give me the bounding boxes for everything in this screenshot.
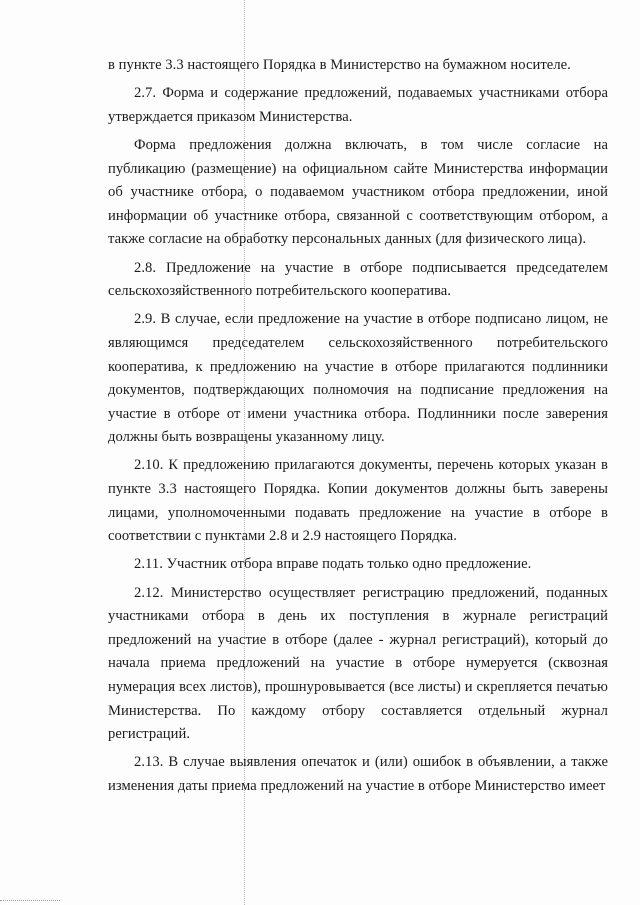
paragraph-2-8: 2.8. Предложение на участие в отборе подписывается председателем сельскохозяйственного потребительского кооператива. <box>108 259 608 300</box>
paragraph-2-7: 2.7. Форма и содержание предложений, подаваемых участниками отбора утверждается приказом Министерства. <box>108 85 608 125</box>
paragraph-continuation: в пункте 3.3 настоящего Порядка в Министерство на бумажном носителе. <box>108 57 571 73</box>
paragraph-2-11: 2.11. Участник отбора вправе подать только одно предложение. <box>134 556 532 573</box>
scan-edge-mark <box>0 900 60 901</box>
paragraph-2-9: 2.9. В случае, если предложение на участие в отборе подписано лицом, не являющимся председателем сельскохозяйственного потребительского кооператива, к предложению на участие в отборе прилагаются подлинники документов, подтверждающих полномочия на подписание предложения на участие в отборе от имени участника отбора. Подлинники после заверения должны быть возвращены указанному лицу. <box>108 311 608 446</box>
document-body <box>108 54 608 803</box>
paragraph-2-13: 2.13. В случае выявления опечаток и (или) ошибок в объявлении, а также изменения даты приема предложений на участие в отборе Министерство имеет <box>108 754 608 794</box>
paragraph-2-12: 2.12. Министерство осуществляет регистрацию предложений, поданных участниками отбора в день их поступления в журнале регистраций предложений на участие в отборе (далее - журнал регистраций), который до начала приема предложений на участие в отборе нумеруется (сквозная нумерация всех листов), прошнуровывается (все листы) и скрепляется печатью Министерства. По каждому отбору составляется отдельный журнал регистраций. <box>108 584 608 743</box>
paragraph-form-content: Форма предложения должна включать, в том числе согласие на публикацию (размещение) на официальном сайте Министерства информации об участнике отбора, о подаваемом участником отбора предложении, иной информации об участнике отбора, связанной с соответствующим отбором, а также согласие на обработку персональных данных (для физического лица). <box>108 136 608 248</box>
paragraph-2-10: 2.10. К предложению прилагаются документы, перечень которых указан в пункте 3.3 настоящего Порядка. Копии документов должны быть заверены лицами, уполномоченными подавать предложение на участие в отборе в соответствии с пунктами 2.8 и 2.9 настоящего Порядка. <box>108 457 608 545</box>
